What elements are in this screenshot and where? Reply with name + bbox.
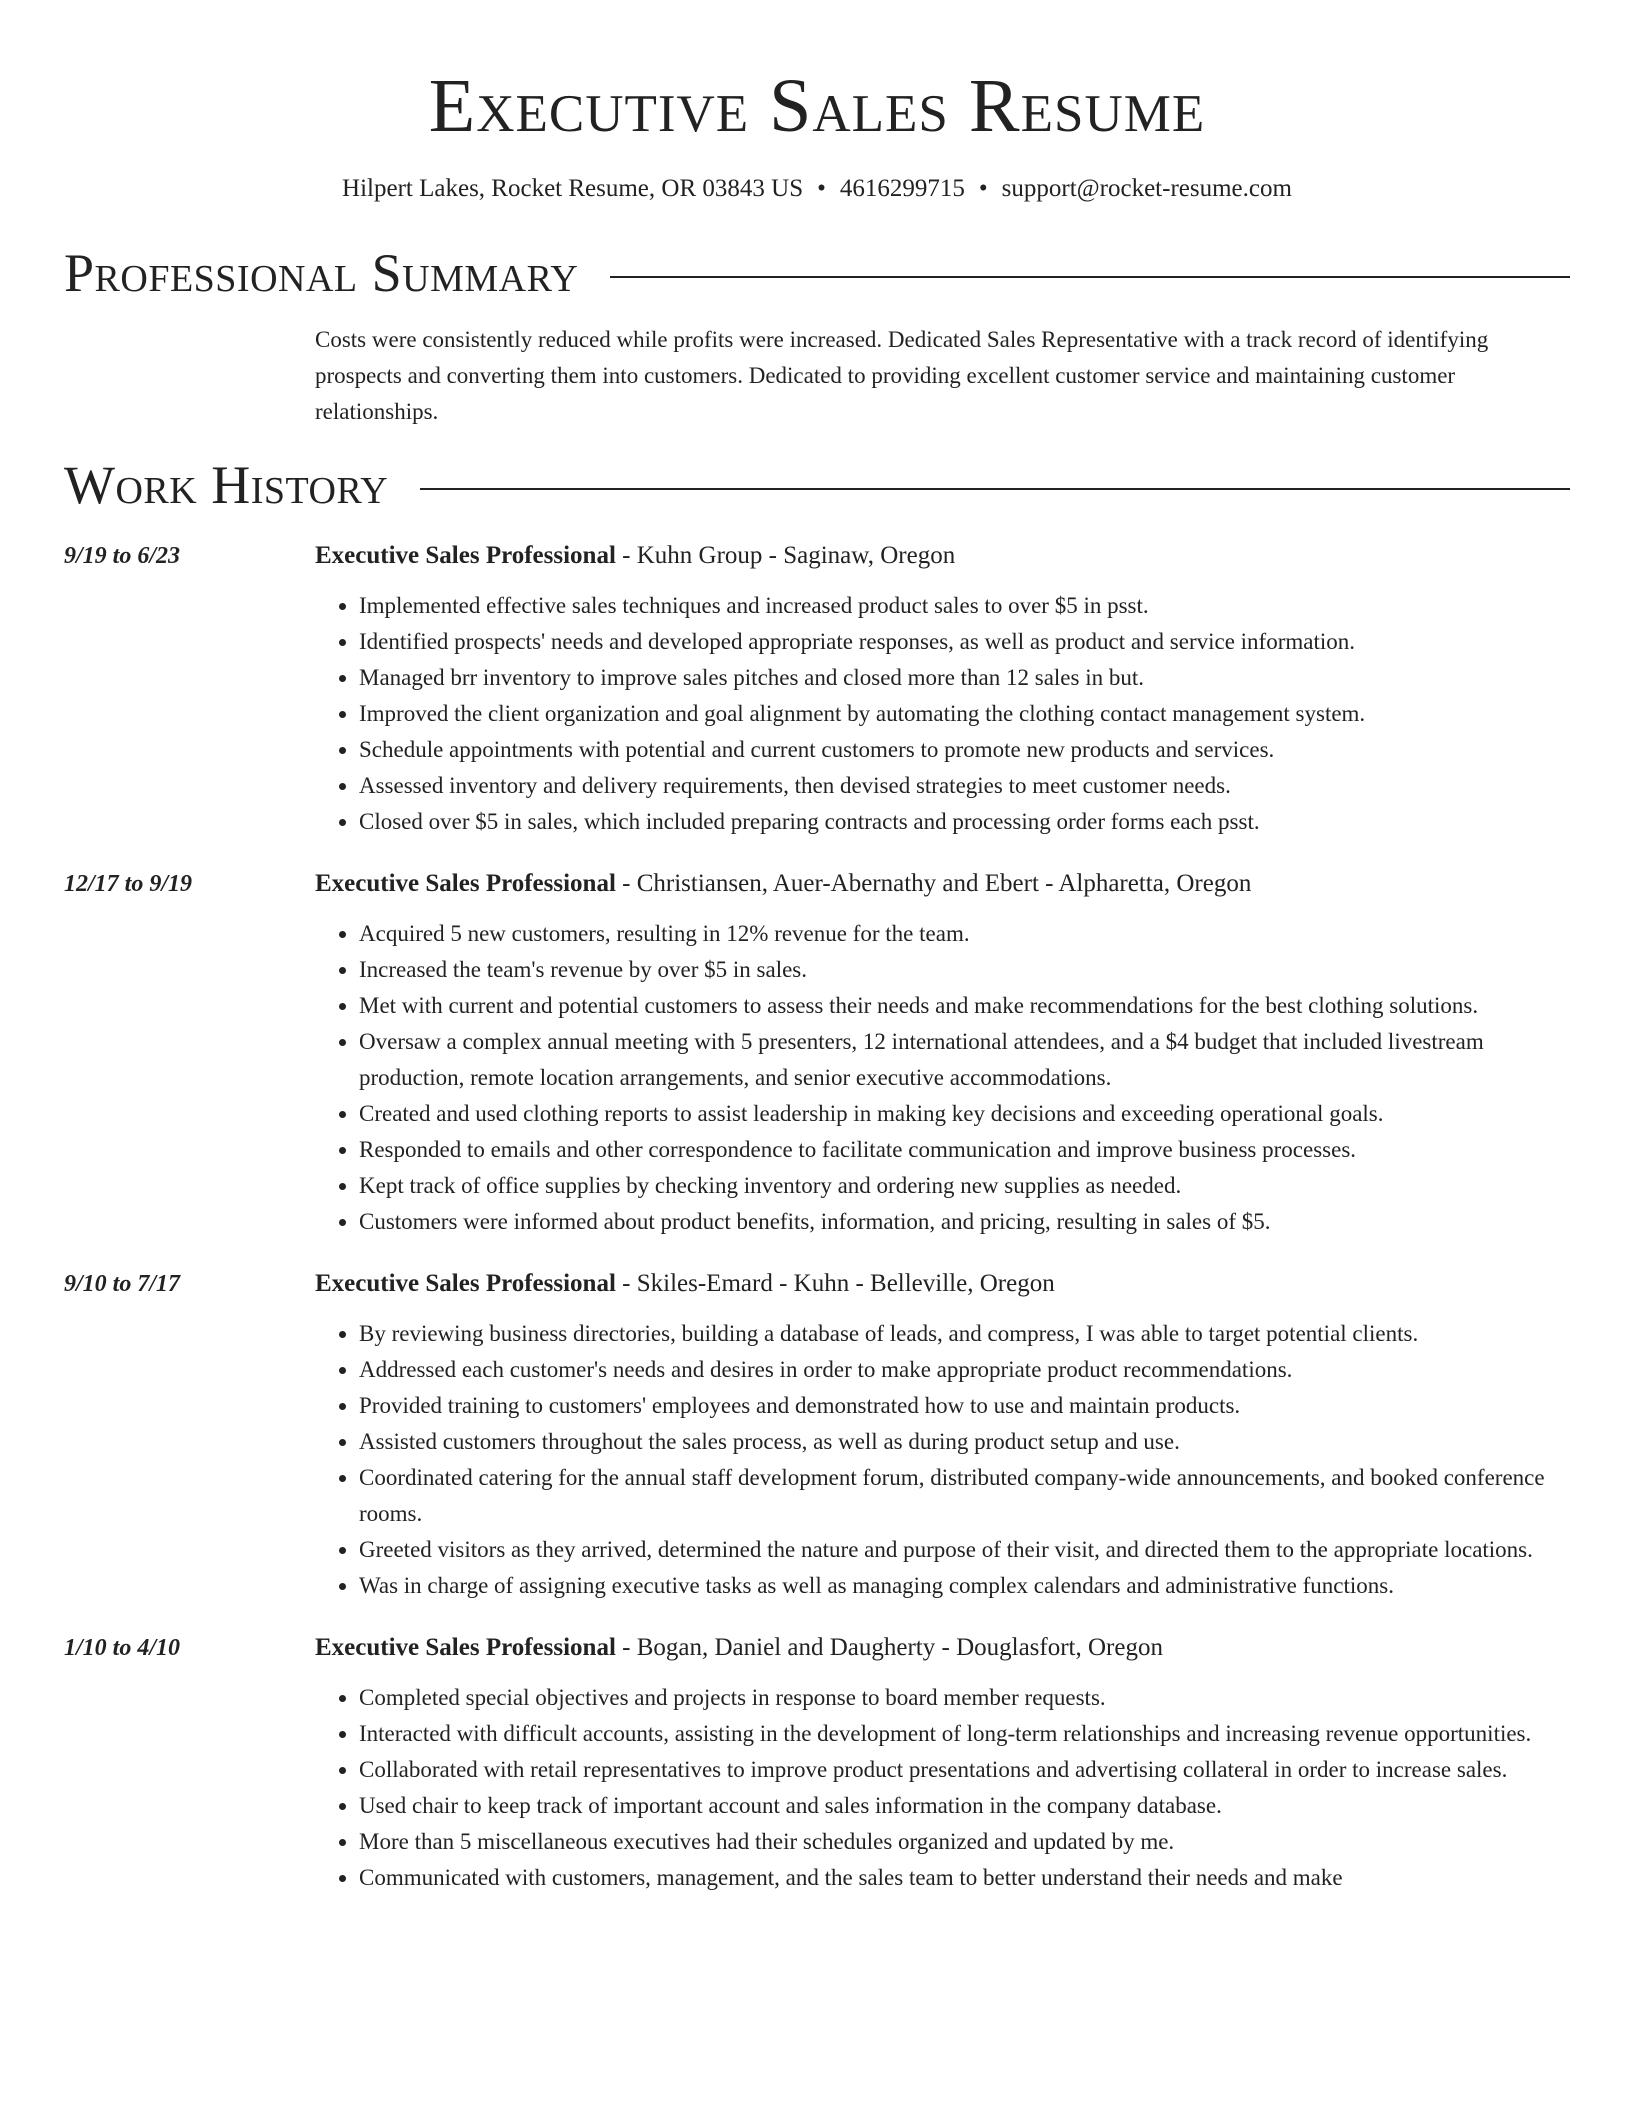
job-entry: [64, 538, 1570, 840]
contact-email: support@rocket-resume.com: [1001, 175, 1292, 202]
job-bullet: • Assisted customers throughout the sales process, as well as during product setup and use.: [359, 1424, 1570, 1460]
job-body: [315, 538, 1570, 840]
job-title: Executive Sales Professional: [315, 542, 616, 569]
job-title: Executive Sales Professional: [315, 1634, 616, 1661]
job-employer: - Christiansen, Auer-Abernathy and Ebert - Alpharetta, Oregon: [615, 870, 1252, 897]
job-bullet: • Oversaw a complex annual meeting with 5 presenters, 12 international attendees, and a $4 budget that included livestream production, remote location arrangements, and senior executive accommodations.: [359, 1024, 1570, 1096]
job-bullet: • By reviewing business directories, building a database of leads, and compress, I was able to target potential clients.: [359, 1316, 1570, 1352]
job-bullets: [315, 588, 1570, 840]
job-bullet: • Interacted with difficult accounts, assisting in the development of long-term relationships and increasing revenue opportunities.: [359, 1716, 1570, 1752]
job-bullet: • Completed special objectives and projects in response to board member requests.: [359, 1680, 1570, 1716]
job-employer: - Kuhn Group - Saginaw, Oregon: [615, 542, 956, 569]
job-bullet: • Used chair to keep track of important account and sales information in the company database.: [359, 1788, 1570, 1824]
job-entry: [64, 866, 1570, 1240]
job-bullet: • Provided training to customers' employees and demonstrated how to use and maintain products.: [359, 1388, 1570, 1424]
job-bullet: • Collaborated with retail representatives to improve product presentations and advertising collateral in order to increase sales.: [359, 1752, 1570, 1788]
job-bullet: • Implemented effective sales techniques and increased product sales to over $5 in psst.: [359, 588, 1570, 624]
job-header: [315, 866, 1570, 902]
job-header: [315, 538, 1570, 574]
job-bullet: • Addressed each customer's needs and desires in order to make appropriate product recommendations.: [359, 1352, 1570, 1388]
job-dates: 12/17 to 9/19: [64, 871, 193, 897]
work-heading: Work History: [64, 455, 389, 515]
job-bullet: • Created and used clothing reports to assist leadership in making key decisions and exceeding operational goals.: [359, 1096, 1570, 1132]
contact-separator: •: [978, 175, 988, 202]
contact-address: Hilpert Lakes, Rocket Resume, OR 03843 US: [342, 175, 804, 202]
job-bullet: • Coordinated catering for the annual staff development forum, distributed company-wide announcements, and booked conference rooms.: [359, 1460, 1570, 1532]
job-employer: - Bogan, Daniel and Daugherty - Douglasfort, Oregon: [615, 1634, 1163, 1661]
job-bullets: [315, 1316, 1570, 1604]
job-body: [315, 1266, 1570, 1604]
job-bullets: [315, 1680, 1570, 1896]
contact-line: [64, 172, 1570, 206]
job-bullet: • Assessed inventory and delivery requirements, then devised strategies to meet customer needs.: [359, 768, 1570, 804]
job-bullet: • Managed brr inventory to improve sales pitches and closed more than 12 sales in but.: [359, 660, 1570, 696]
job-bullet: • Schedule appointments with potential and current customers to promote new products and services.: [359, 732, 1570, 768]
job-bullet: • Met with current and potential customers to assess their needs and make recommendations for the best clothing solutions.: [359, 988, 1570, 1024]
resume-title: Executive Sales Resume: [428, 64, 1206, 148]
job-header: [315, 1630, 1570, 1666]
job-entry: [64, 1266, 1570, 1604]
work-history-list: [64, 538, 1570, 1896]
section-divider: [610, 276, 1570, 278]
job-body: [315, 1630, 1570, 1896]
job-bullet: • Communicated with customers, management, and the sales team to better understand their needs and make: [359, 1860, 1570, 1896]
job-dates: 1/10 to 4/10: [64, 1635, 181, 1661]
section-divider: [420, 488, 1570, 490]
job-bullet: • Kept track of office supplies by checking inventory and ordering new supplies as needed.: [359, 1168, 1570, 1204]
job-bullet: • Closed over $5 in sales, which included preparing contracts and processing order forms each psst.: [359, 804, 1570, 840]
job-bullet: • Acquired 5 new customers, resulting in 12% revenue for the team.: [359, 916, 1570, 952]
job-entry: [64, 1630, 1570, 1896]
job-bullet: • Improved the client organization and goal alignment by automating the clothing contact management system.: [359, 696, 1570, 732]
job-bullets: [315, 916, 1570, 1240]
job-bullet: • Was in charge of assigning executive tasks as well as managing complex calendars and administrative functions.: [359, 1568, 1570, 1604]
job-body: [315, 866, 1570, 1240]
job-bullet: • More than 5 miscellaneous executives had their schedules organized and updated by me.: [359, 1824, 1570, 1860]
job-bullet: • Greeted visitors as they arrived, determined the nature and purpose of their visit, and directed them to the appropriate locations.: [359, 1532, 1570, 1568]
job-bullet: • Responded to emails and other correspondence to facilitate communication and improve business processes.: [359, 1132, 1570, 1168]
summary-heading: Professional Summary: [64, 243, 579, 303]
job-bullet: • Customers were informed about product benefits, information, and pricing, resulting in sales of $5.: [359, 1204, 1570, 1240]
job-title: Executive Sales Professional: [315, 1270, 616, 1297]
contact-phone: 4616299715: [839, 175, 965, 202]
job-dates: 9/10 to 7/17: [64, 1271, 181, 1297]
job-bullet: • Identified prospects' needs and developed appropriate responses, as well as product and service information.: [359, 624, 1570, 660]
job-dates: 9/19 to 6/23: [64, 543, 181, 569]
contact-separator: •: [817, 175, 826, 202]
job-title: Executive Sales Professional: [315, 870, 616, 897]
work-section-header: [64, 452, 1570, 518]
job-employer: - Skiles-Emard - Kuhn - Belleville, Oregon: [615, 1270, 1055, 1297]
summary-text: Costs were consistently reduced while profits were increased. Dedicated Sales Representative with a track record of identifying prospects and converting them into customers. Dedicated to providing excellent customer service and maintaining customer relationships.: [315, 327, 1489, 424]
job-bullet: • Increased the team's revenue by over $5 in sales.: [359, 952, 1570, 988]
summary-section-header: [64, 240, 1570, 306]
resume-page: [64, 0, 1570, 2112]
job-header: [315, 1266, 1570, 1302]
